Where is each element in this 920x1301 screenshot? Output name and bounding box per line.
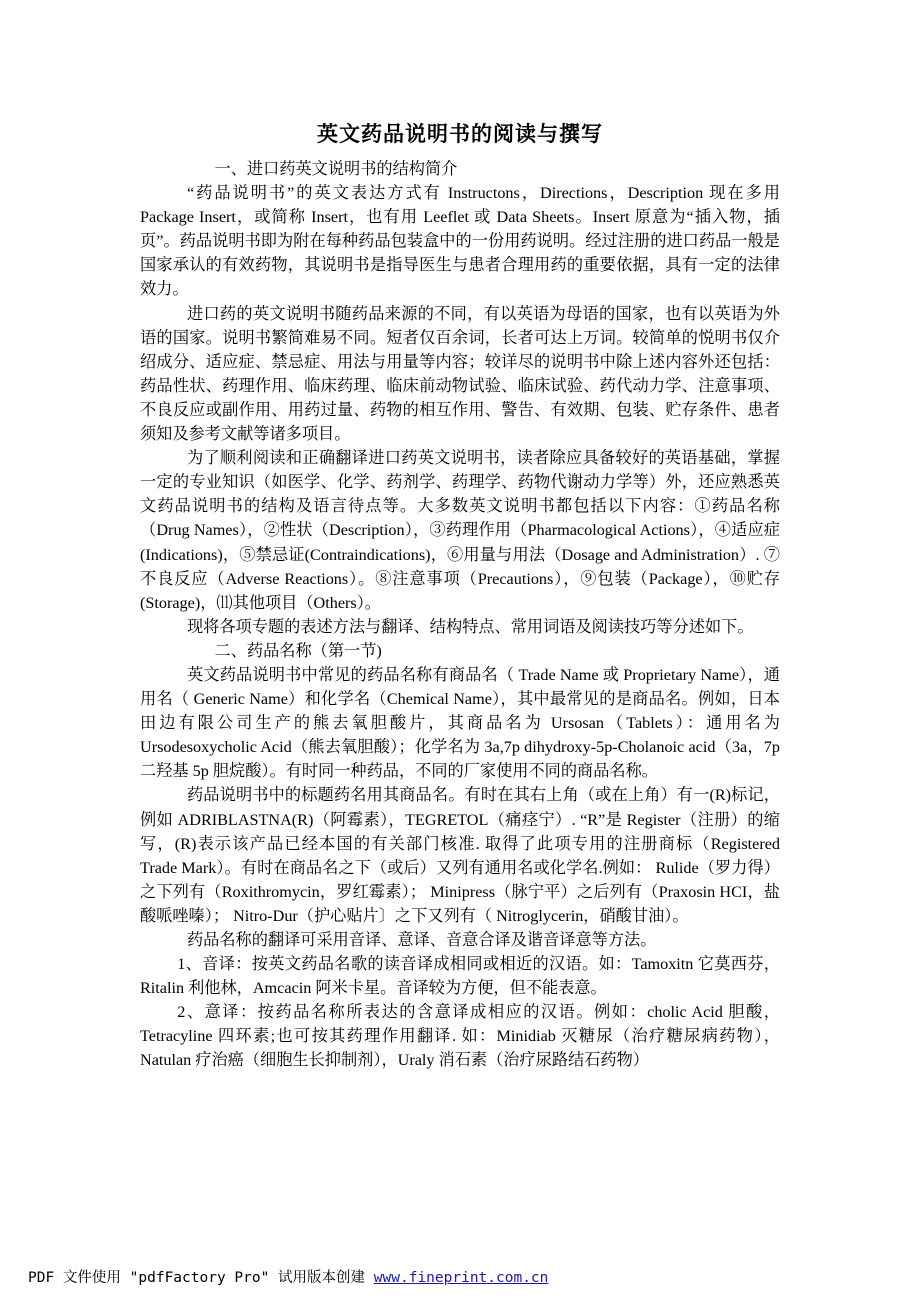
document-title: 英文药品说明书的阅读与撰写 [317, 121, 603, 146]
paragraph-trade-mark: 药品说明书中的标题药名用其商品名。有时在其右上角（或在上角）有一(R)标记，例如 ADRIBLASTNA(R)（阿霉素），TEGRETOL（痛痉宁）. “R”是 Register（注册）的缩写，(R)表示该产品已经本国的有关部门核准. 取得了此项专用的注册商标（Registered Trade Mark）。有时在商品名之下（或后）又列有通用名或化学名.例如： Rulide（罗力得）之下列有（Roxithromycin，罗红霉素）； Minipress（脉宁平）之后列有（Praxosin HCI，盐酸哌唑嗪）； Nitro-Dur（护心贴片〕之下又列有（ Nitroglycerin，硝酸甘油）。 [140, 786, 780, 925]
document-body [140, 157, 780, 1073]
section-heading-drug-names: 二、药品名称（第一节) [214, 641, 382, 660]
section-heading-structure: 一、进口药英文说明书的结构简介 [214, 160, 458, 178]
paragraph-insert-contents: 为了顺利阅读和正确翻译进口药英文说明书，读者除应具备较好的英语基础，掌握一定的专业知识（如医学、化学、药剂学、药理学、药物代谢动力学等）外，还应熟悉英文药品说明书的结构及语言待点等。大多数英文说明书都包括以下内容：①药品名称（Drug Names），②性状（Description），③药理作用（Pharmacological Actions），④适应症(Indications)，⑤禁忌证(Contraindications)，⑥用量与用法（Dosage and Administration）. ⑦不良反应（Adverse Reactions）。⑧注意事项（Precautions），⑨包装（Package），⑩贮存(Storage)，⑾其他项目（Others）。 [140, 449, 780, 612]
paragraph-free-translation: 2、意译：按药品名称所表达的含意译成相应的汉语。例如：cholic Acid 胆酸，Tetracyline 四环素;也可按其药理作用翻译. 如：Minidiab 灭糖尿（治疗糖尿病药物），Natulan 疗治癌（细胞生长抑制剂），Uraly 消石素（治疗尿路结石药物） [140, 1003, 780, 1070]
footer-link[interactable]: www.fineprint.com.cn [373, 1270, 549, 1286]
footer-text: PDF 文件使用 "pdfFactory Pro" 试用版本创建 [28, 1270, 374, 1286]
paragraph-name-types: 英文药品说明书中常见的药品名称有商品名（ Trade Name 或 Proprietary Name），通用名（ Generic Name）和化学名（Chemical Name），其中最常见的是商品名。例如，日本田边有限公司生产的熊去氧胆酸片，其商品名为 Ursosan（Tablets）：通用名为 Ursodesoxycholic Acid（熊去氧胆酸）；化学名为 3a,7p dihydroxy-5p-Cholanoic acid（3a，7p 二羟基 5p 胆烷酸）。有时同一种药品，不同的厂家使用不同的商品名称。 [140, 665, 780, 781]
paragraph-translation-methods: 药品名称的翻译可采用音译、意译、音意合译及谐音译意等方法。 [186, 931, 657, 949]
paragraph-overview: 现将各项专题的表述方法与翻译、结构特点、常用词语及阅读技巧等分述如下。 [186, 617, 754, 636]
paragraph-insert-variety: 进口药的英文说明书随药品来源的不同，有以英语为母语的国家，也有以英语为外语的国家。说明书繁简难易不同。短者仅百余词，长者可达上万词。较简单的悦明书仅介绍成分、适应症、禁忌症、用法与用量等内容；较详尽的说明书中除上述内容外还包括：药品性状、药理作用、临床药理、临床前动物试验、临床试验、药代动力学、注意事项、不良反应或副作用、用药过量、药物的相互作用、警告、有效期、包装、贮存条件、患者须知及参考文献等诸多项目。 [140, 304, 780, 444]
paragraph-insert-definition: “药品说明书”的英文表达方式有 Instructons，Directions，Description 现在多用 Package Insert，或简称 Insert，也有用 Leeflet 或 Data Sheets。Insert 原意为“插入物，插页”。药品说明书即为附在每种药品包装盒中的一份用药说明。经过注册的进口药品一般是国家承认的有效药物，其说明书是指导医生与患者合理用药的重要依据，具有一定的法律效力。 [140, 184, 780, 299]
paragraph-transliteration: 1、音译：按英文药品名歌的读音译成相同或相近的汉语。如：Tamoxitn 它莫西芬，Ritalin 利他林，Amcacin 阿米卡星。音译较为方便，但不能表意。 [140, 955, 780, 998]
pdf-footer [28, 1266, 548, 1287]
